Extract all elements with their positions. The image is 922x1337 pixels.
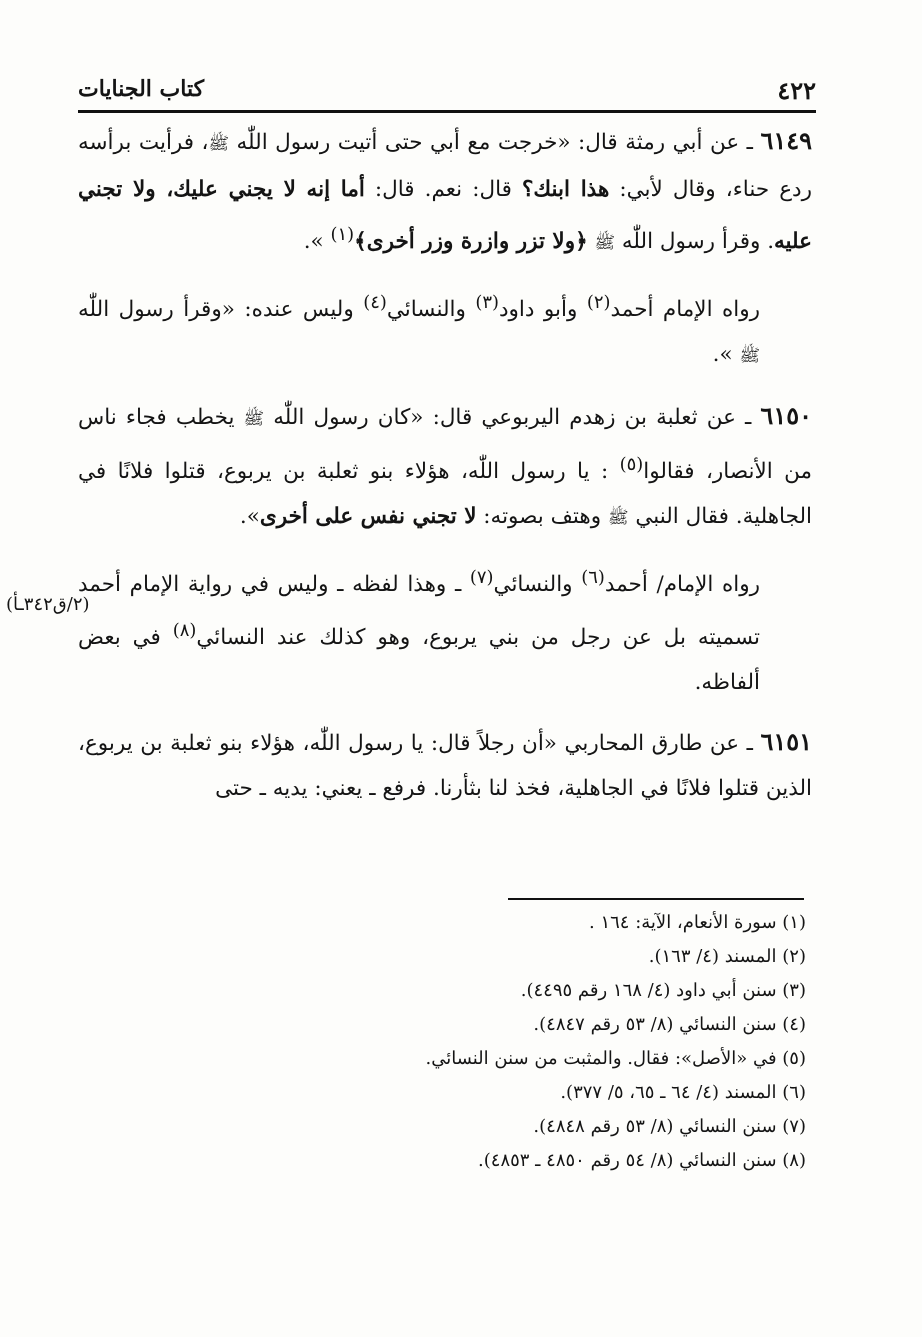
quran-quote: ﴿ولا تزر وازرة وزر أخرى﴾ xyxy=(354,229,588,255)
footnote-ref: (٣) xyxy=(475,292,499,314)
book-title: كتاب الجنايات xyxy=(78,76,205,102)
main-text xyxy=(78,118,812,825)
footnote-ref: (٥) xyxy=(619,454,644,476)
narration-6149: رواه الإمام أحمد$^{(٢)}$ وأبو داود$^{(٣)}$ والنسائي$^{(٤)}$ وليس عنده: «وقرأ رسول اللّٰه ﷺ ». xyxy=(78,292,761,368)
salla-glyph: ﷺ xyxy=(739,346,760,367)
footnote-item: (٥) في «الأصل»: فقال. والمثبت من سنن النسائي. xyxy=(425,1048,806,1069)
page-number: ٤٢٢ xyxy=(777,76,816,105)
salla-glyph: ﷺ xyxy=(607,508,629,529)
footnotes xyxy=(300,906,806,1178)
footnote-ref: (١) xyxy=(330,224,355,245)
hadith-number: ٦١٥٠ xyxy=(760,401,812,431)
footnote-ref: (٧) xyxy=(469,567,494,589)
footnote-item: (٧) سنن النسائي (٨/ ٥٣ رقم ٤٨٤٨). xyxy=(533,1116,806,1137)
hadith-6150: ٦١٥٠ ـ عن ثعلبة بن زهدم اليربوعي قال: «كان رسول اللّٰه ﷺ يخطب فجاء ناس من الأنصار، فقالوا$^{(٥)}$ : يا رسول اللّٰه، هؤلاء بنو ثعلبة بن يربوع، قتلوا فلانًا في الجاهلية. فقال النبي ﷺ وهتف بصوته: لا تجني نفس على أخرى». xyxy=(78,401,812,530)
salla-glyph: ﷺ xyxy=(243,409,265,430)
salla-glyph: ﷺ xyxy=(594,233,616,254)
narration-6150: رواه الإمام/ أحمد$^{(٦)}$ والنسائي$^{(٧)}$ ـ وهذا لفظه ـ وليس في رواية الإمام أحمد تسميته بل عن رجل من بني يربوع، وهو كذلك عند النسائي$^{(٨)}$ في بعض ألفاظه. xyxy=(78,567,761,695)
footnote-item: (٣) سنن أبي داود (٤/ ١٦٨ رقم ٤٤٩٥). xyxy=(520,980,806,1001)
footnote-ref: (٢) xyxy=(586,292,611,314)
footnote-item: (١) سورة الأنعام، الآية: ١٦٤ . xyxy=(589,912,806,933)
hadith-6149: ٦١٤٩ ـ عن أبي رمثة قال: «خرجت مع أبي حتى أتيت رسول اللّٰه ﷺ، فرأيت برأسه ردع حناء، وقال لأبي: هذا ابنك؟ قال: نعم. قال: أما إنه لا يجني عليك، ولا تجني عليه. وقرأ رسول اللّٰه ﷺ ﴿ولا تزر وازرة وزر أخرى﴾$^{(١)}$ ». xyxy=(78,126,812,255)
footnote-ref: (٦) xyxy=(581,567,605,589)
footnote-ref: (٤) xyxy=(363,292,387,314)
footnote-divider xyxy=(508,898,804,900)
hadith-number: ٦١٤٩ xyxy=(760,126,812,155)
page-header xyxy=(78,70,816,113)
footnote-item: (٤) سنن النسائي (٨/ ٥٣ رقم ٤٨٤٧). xyxy=(533,1014,806,1035)
footnote-ref: (٨) xyxy=(172,619,197,641)
salla-glyph: ﷺ xyxy=(208,134,230,154)
hadith-6151: ٦١٥١ ـ عن طارق المحاربي «أن رجلاً قال: يا رسول اللّٰه، هؤلاء بنو ثعلبة بن يربوع، الذين قتلوا فلانًا في الجاهلية، فخذ لنا بثأرنا. فرفع ـ يعني: يديه ـ حتى xyxy=(78,726,812,801)
footnote-item: (٦) المسند (٤/ ٦٤ ـ ٦٥، ٥/ ٣٧٧). xyxy=(560,1082,806,1103)
footnote-item: (٢) المسند (٤/ ١٦٣). xyxy=(648,946,806,967)
hadith-number: ٦١٥١ xyxy=(760,726,812,756)
margin-note: (٢/ق٣٤٢ـأ) xyxy=(6,594,90,615)
footnote-item: (٨) سنن النسائي (٨/ ٥٤ رقم ٤٨٥٠ ـ ٤٨٥٣). xyxy=(478,1150,806,1171)
